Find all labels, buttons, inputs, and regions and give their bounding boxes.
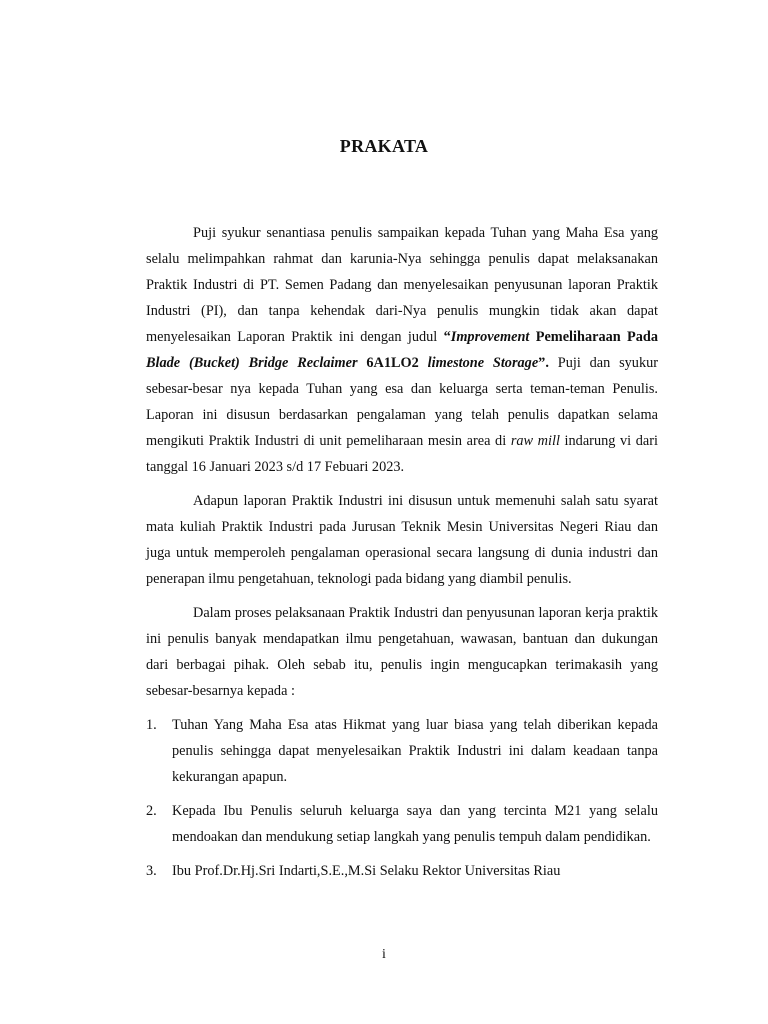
- title-code: 6A1LO2: [357, 355, 428, 371]
- raw-mill-term: raw mill: [510, 433, 560, 449]
- list-item-text: Ibu Prof.Dr.Hj.Sri Indarti,S.E.,M.Si Selaku Rektor Universitas Riau: [172, 863, 561, 879]
- paragraph-1-text-b: Puji dan syukur sebesar-besar nya kepada Tuhan yang esa dan keluarga serta teman-teman Penulis. Laporan ini disusun berdasarkan pengalaman yang telah penulis dapatkan selama mengikuti Praktik Industri di unit pemeliharaan mesin area di: [146, 355, 659, 449]
- paragraph-2: Adapun laporan Praktik Industri ini disusun untuk memenuhi salah satu syarat mata kuliah Praktik Industri pada Jurusan Teknik Mesin Universitas Negeri Riau dan juga untuk memperoleh pengalaman operasional secara langsung di dunia industri dan penerapan ilmu pengetahuan, teknologi pada bidang yang diambil penulis.: [146, 493, 658, 587]
- title-limestone: limestone Storage: [427, 355, 539, 371]
- list-item-number: 1.: [146, 717, 157, 733]
- paragraph-1-text-a: Puji syukur senantiasa penulis sampaikan kepada Tuhan yang Maha Esa yang selalu melimpahkan rahmat dan karunia-Nya sehingga penulis dapat melaksanakan Praktik Industri di PT. Semen Padang dan menyelesaikan penyusunan laporan Praktik Industri (PI), dan tanpa kehendak dari-Nya penulis mungkin tidak akan dapat menyelesaikan Laporan Praktik ini dengan judul: [146, 225, 658, 345]
- title-pemeliharaan: Pemeliharaan Pada: [529, 329, 658, 345]
- list-item-text: Tuhan Yang Maha Esa atas Hikmat yang luar biasa yang telah diberikan kepada penulis sehingga dapat menyelesaikan Praktik Industri ini dalam keadaan tanpa kekurangan apapun.: [172, 717, 658, 785]
- thanks-list: [146, 712, 658, 884]
- list-item-text: Kepada Ibu Penulis seluruh keluarga saya dan yang tercinta M21 yang selalu mendoakan dan mendukung setiap langkah yang penulis tempuh dalam pendidikan.: [172, 803, 658, 845]
- list-item: [146, 712, 658, 790]
- list-item-number: 2.: [146, 803, 157, 819]
- paragraph-3: Dalam proses pelaksanaan Praktik Industri dan penyusunan laporan kerja praktik ini penulis banyak mendapatkan ilmu pengetahuan, wawasan, bantuan dan dukungan dari berbagai pihak. Oleh sebab itu, penulis ingin mengucapkan terimakasih yang sebesar-besarnya kepada :: [146, 605, 658, 699]
- list-item-number: 3.: [146, 863, 157, 879]
- title-improvement: Improvement: [450, 329, 530, 345]
- paragraph-1-text-c: indarung vi dari tanggal 16 Januari 2023 s/d 17 Febuari 2023.: [146, 433, 658, 475]
- quote-open: “: [443, 329, 451, 345]
- paragraph-1: [146, 220, 658, 480]
- list-item: [146, 798, 658, 850]
- list-item: [146, 858, 658, 884]
- page-number: i: [382, 947, 386, 962]
- page-title: PRAKATA: [339, 136, 429, 156]
- document-body: [146, 220, 658, 892]
- quote-close: ”.: [538, 355, 549, 371]
- title-blade: Blade (Bucket) Bridge Reclaimer: [146, 355, 358, 371]
